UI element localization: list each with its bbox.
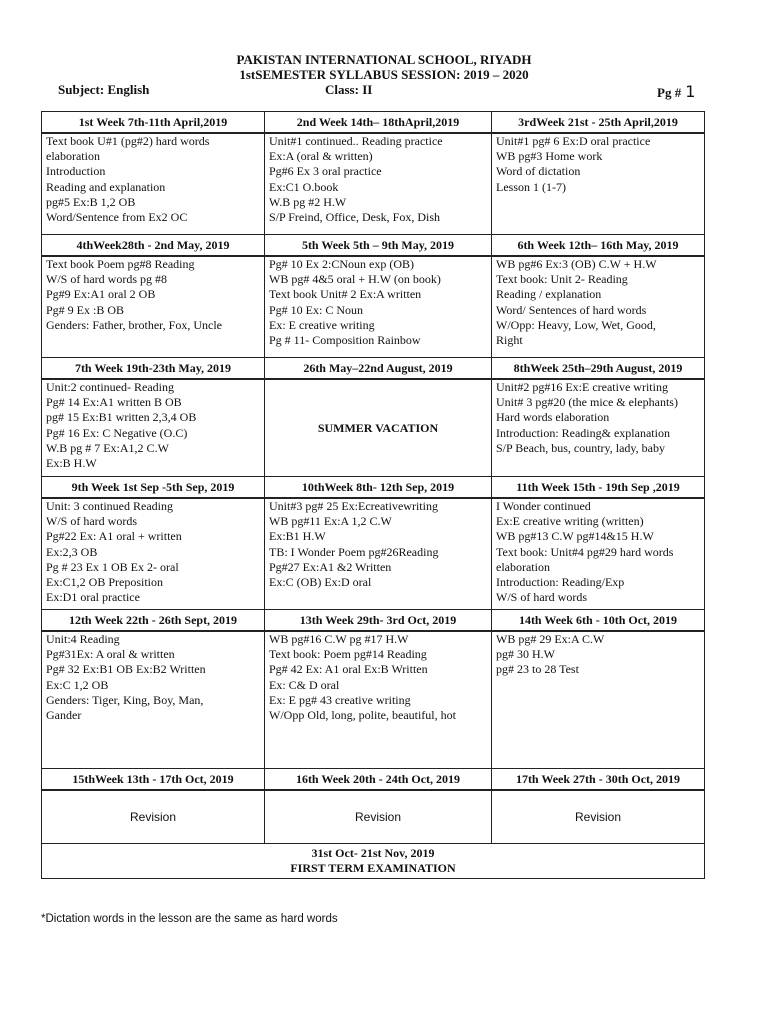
syllabus-line: W/Opp: Heavy, Low, Wet, Good, xyxy=(496,317,656,332)
syllabus-line: WB pg#3 Home work xyxy=(496,149,603,164)
summer-vacation-label: SUMMER VACATION xyxy=(265,379,492,477)
syllabus-line: Ex:2,3 OB xyxy=(46,544,98,559)
week-title: 12th Week 22th - 26th Sept, 2019 xyxy=(42,610,265,632)
week-title: 1st Week 7th-11th April,2019 xyxy=(42,112,265,134)
syllabus-line: Pg# 10 Ex: C Noun xyxy=(269,302,364,317)
page-label: Pg # xyxy=(657,85,682,100)
exam-dates: 31st Oct- 21st Nov, 2019 xyxy=(311,846,435,860)
syllabus-line: Unit#1 pg# 6 Ex:D oral practice xyxy=(496,134,651,148)
syllabus-line: Pg# 32 Ex:B1 OB Ex:B2 Written xyxy=(46,662,206,677)
week-content-row xyxy=(42,379,705,477)
revision-row xyxy=(42,790,705,844)
week-content xyxy=(492,498,705,610)
week-title: 3rdWeek 21st - 25th April,2019 xyxy=(492,112,705,134)
week-title: 14th Week 6th - 10th Oct, 2019 xyxy=(492,610,705,632)
week-title: 13th Week 29th- 3rd Oct, 2019 xyxy=(265,610,492,632)
syllabus-line: Pg#22 Ex: A1 oral + written xyxy=(46,529,182,544)
syllabus-line: W/S of hard words xyxy=(46,514,137,529)
week-content-row xyxy=(42,256,705,358)
week-header-row xyxy=(42,769,705,791)
syllabus-line: Pg# 10 Ex 2:CNoun exp (OB) xyxy=(269,257,414,271)
syllabus-line: Text book: Poem pg#14 Reading xyxy=(269,647,427,662)
syllabus-line: Right xyxy=(496,333,523,348)
syllabus-line: Ex: E creative writing xyxy=(269,317,375,332)
syllabus-line: Text book: Unit 2- Reading xyxy=(496,272,628,287)
syllabus-line: Reading and explanation xyxy=(46,179,166,194)
syllabus-line: Pg#9 Ex:A1 oral 2 OB xyxy=(46,287,156,302)
syllabus-table xyxy=(41,111,705,879)
week-content xyxy=(42,631,265,769)
syllabus-line: S/P Beach, bus, country, lady, baby xyxy=(496,440,665,455)
syllabus-line: Ex:B1 H.W xyxy=(269,529,326,544)
syllabus-line: TB: I Wonder Poem pg#26Reading xyxy=(269,544,439,559)
syllabus-line: Ex: C& D oral xyxy=(269,677,340,692)
week-content xyxy=(492,631,705,769)
syllabus-line: W/S of hard words pg #8 xyxy=(46,272,167,287)
syllabus-line: Unit#2 pg#16 Ex:E creative writing xyxy=(496,380,668,394)
syllabus-line: WB pg#16 C.W pg #17 H.W xyxy=(269,632,409,646)
syllabus-line: Unit: 3 continued Reading xyxy=(46,499,173,513)
syllabus-line: Ex: E pg# 43 creative writing xyxy=(269,692,411,707)
syllabus-line: Ex:D1 oral practice xyxy=(46,590,140,605)
week-header-row xyxy=(42,610,705,632)
week-header-row xyxy=(42,358,705,380)
syllabus-line: Text book: Unit#4 pg#29 hard words xyxy=(496,544,674,559)
syllabus-line: Ex:C1,2 OB Preposition xyxy=(46,575,164,590)
syllabus-line: W/S of hard words xyxy=(496,590,587,605)
week-title: 6th Week 12th– 16th May, 2019 xyxy=(492,235,705,257)
syllabus-line: Lesson 1 (1-7) xyxy=(496,179,566,194)
syllabus-line: Word of dictation xyxy=(496,164,581,179)
syllabus-line: Genders: Tiger, King, Boy, Man, xyxy=(46,692,204,707)
week-title: 10thWeek 8th- 12th Sep, 2019 xyxy=(265,477,492,499)
week-title: 8thWeek 25th–29th August, 2019 xyxy=(492,358,705,380)
syllabus-line: Word/Sentence from Ex2 OC xyxy=(46,210,188,225)
week-title: 7th Week 19th-23th May, 2019 xyxy=(42,358,265,380)
exam-cell xyxy=(42,844,705,879)
syllabus-line: Ex:E creative writing (written) xyxy=(496,514,644,529)
syllabus-line: W.B pg # 7 Ex:A1,2 C.W xyxy=(46,440,169,455)
week-content xyxy=(265,631,492,769)
syllabus-line: Text book Poem pg#8 Reading xyxy=(46,257,195,271)
week-content-row xyxy=(42,133,705,235)
syllabus-line: Genders: Father, brother, Fox, Uncle xyxy=(46,317,222,332)
syllabus-line: Pg# 14 Ex:A1 written B OB xyxy=(46,395,182,410)
syllabus-line: Introduction: Reading& explanation xyxy=(496,425,670,440)
syllabus-line: Unit#3 pg# 25 Ex:Ecreativewriting xyxy=(269,499,438,513)
week-header-row xyxy=(42,235,705,257)
syllabus-line: Pg#31Ex: A oral & written xyxy=(46,647,175,662)
week-title: 4thWeek28th - 2nd May, 2019 xyxy=(42,235,265,257)
week-content xyxy=(492,379,705,477)
syllabus-line: Introduction xyxy=(46,164,106,179)
syllabus-line: I Wonder continued xyxy=(496,499,591,513)
syllabus-line: WB pg#13 C.W pg#14&15 H.W xyxy=(496,529,654,544)
school-name: PAKISTAN INTERNATIONAL SCHOOL, RIYADH xyxy=(236,52,532,67)
syllabus-line: Word/ Sentences of hard words xyxy=(496,302,647,317)
syllabus-line: Pg#6 Ex 3 oral practice xyxy=(269,164,382,179)
week-title: 2nd Week 14th– 18thApril,2019 xyxy=(265,112,492,134)
dictation-footnote: *Dictation words in the lesson are the same as hard words xyxy=(41,913,338,925)
syllabus-line: WB pg#6 Ex:3 (OB) C.W + H.W xyxy=(496,257,657,271)
syllabus-line: pg# 23 to 28 Test xyxy=(496,662,579,677)
syllabus-line: Pg#27 Ex:A1 &2 Written xyxy=(269,559,392,574)
week-title: 15thWeek 13th - 17th Oct, 2019 xyxy=(42,769,265,791)
syllabus-line: Pg# 9 Ex :B OB xyxy=(46,302,125,317)
exam-label: FIRST TERM EXAMINATION xyxy=(290,861,456,875)
syllabus-line: Unit:4 Reading xyxy=(46,632,120,646)
syllabus-line: WB pg# 4&5 oral + H.W (on book) xyxy=(269,272,441,287)
exam-row xyxy=(42,844,705,879)
week-header-row xyxy=(42,112,705,134)
syllabus-line: Pg# 42 Ex: A1 oral Ex:B Written xyxy=(269,662,428,677)
week-title: 5th Week 5th – 9th May, 2019 xyxy=(265,235,492,257)
week-title: 11th Week 15th - 19th Sep ,2019 xyxy=(492,477,705,499)
revision-label: Revision xyxy=(42,790,265,844)
week-title: 9th Week 1st Sep -5th Sep, 2019 xyxy=(42,477,265,499)
page-number-label xyxy=(657,82,695,101)
week-content-row xyxy=(42,631,705,769)
syllabus-line: W.B pg #2 H.W xyxy=(269,194,347,209)
syllabus-line: Gander xyxy=(46,708,82,723)
syllabus-line: Ex:C1 O.book xyxy=(269,179,339,194)
syllabus-line: Unit#1 continued.. Reading practice xyxy=(269,134,443,148)
syllabus-line: Reading / explanation xyxy=(496,287,602,302)
week-content xyxy=(42,256,265,358)
syllabus-line: WB pg#11 Ex:A 1,2 C.W xyxy=(269,514,392,529)
revision-label: Revision xyxy=(492,790,705,844)
week-title: 16th Week 20th - 24th Oct, 2019 xyxy=(265,769,492,791)
revision-label: Revision xyxy=(265,790,492,844)
syllabus-line: WB pg# 29 Ex:A C.W xyxy=(496,632,605,646)
week-title: 17th Week 27th - 30th Oct, 2019 xyxy=(492,769,705,791)
week-content xyxy=(265,133,492,235)
syllabus-line: Pg # 11- Composition Rainbow xyxy=(269,333,421,348)
syllabus-line: Hard words elaboration xyxy=(496,410,610,425)
week-content xyxy=(265,498,492,610)
week-content xyxy=(42,498,265,610)
syllabus-line: pg# 30 H.W xyxy=(496,647,555,662)
syllabus-line: pg#5 Ex:B 1,2 OB xyxy=(46,194,136,209)
syllabus-line: elaboration xyxy=(496,559,550,574)
syllabus-line: Ex:B H.W xyxy=(46,456,97,471)
syllabus-line: Ex:C 1,2 OB xyxy=(46,677,109,692)
syllabus-line: Text book U#1 (pg#2) hard words xyxy=(46,134,210,148)
syllabus-line: pg# 15 Ex:B1 written 2,3,4 OB xyxy=(46,410,197,425)
syllabus-line: Ex:C (OB) Ex:D oral xyxy=(269,575,372,590)
syllabus-line: W/Opp Old, long, polite, beautiful, hot xyxy=(269,708,456,723)
syllabus-line: elaboration xyxy=(46,149,100,164)
syllabus-session-title: 1stSEMESTER SYLLABUS SESSION: 2019 – 2020 xyxy=(239,67,529,82)
week-content-row xyxy=(42,498,705,610)
week-header-row xyxy=(42,477,705,499)
syllabus-line: Ex:A (oral & written) xyxy=(269,149,373,164)
week-content xyxy=(42,133,265,235)
week-content xyxy=(492,256,705,358)
syllabus-line: Pg# 16 Ex: C Negative (O.C) xyxy=(46,425,188,440)
syllabus-line: Text book Unit# 2 Ex:A written xyxy=(269,287,422,302)
page-number: 1 xyxy=(685,82,696,101)
week-content xyxy=(265,256,492,358)
week-title: 26th May–22nd August, 2019 xyxy=(265,358,492,380)
syllabus-line: S/P Freind, Office, Desk, Fox, Dish xyxy=(269,210,440,225)
week-content xyxy=(42,379,265,477)
week-content xyxy=(492,133,705,235)
syllabus-line: Unit:2 continued- Reading xyxy=(46,380,174,394)
syllabus-line: Unit# 3 pg#20 (the mice & elephants) xyxy=(496,395,678,410)
syllabus-line: Pg # 23 Ex 1 OB Ex 2- oral xyxy=(46,559,179,574)
class-label: Class: II xyxy=(325,82,373,97)
syllabus-line: Introduction: Reading/Exp xyxy=(496,575,625,590)
subject-label: Subject: English xyxy=(58,82,150,97)
